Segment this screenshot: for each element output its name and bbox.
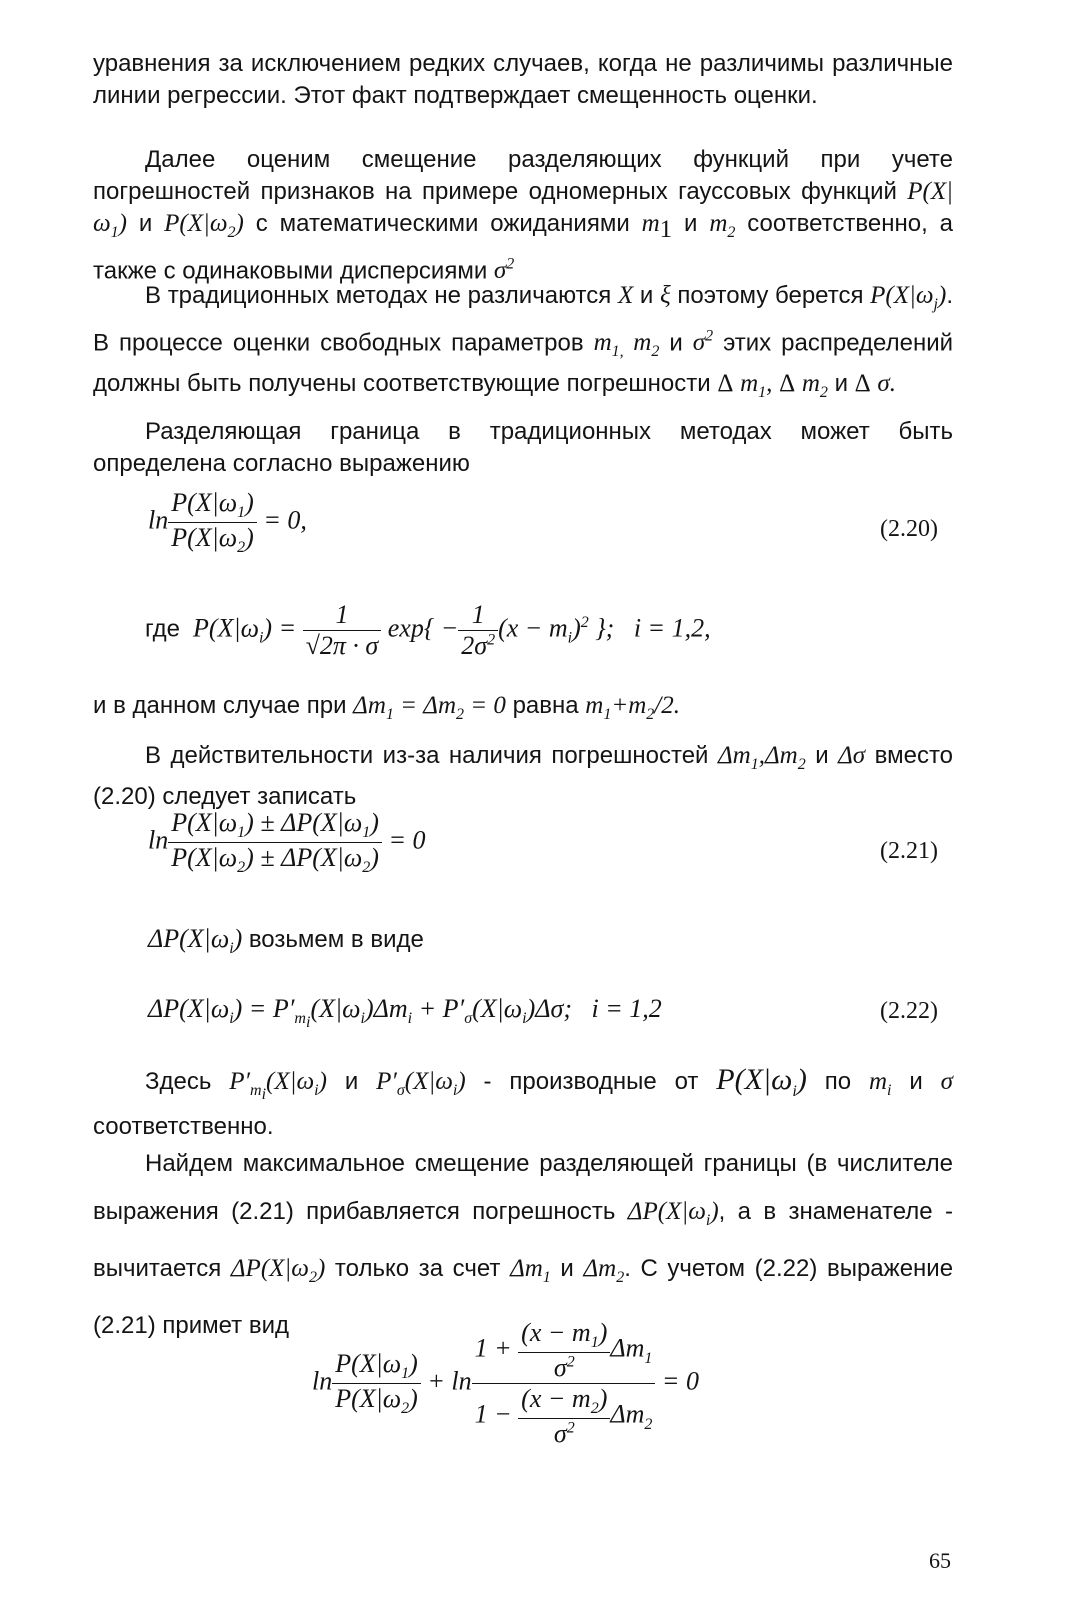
paragraph-6: В действительности из-за наличия погрешностей $\Delta m_1,\Delta m_2$ и Δσ вместо (2.20) следует записать bbox=[93, 742, 954, 810]
equation-gaussian: где $P(X|\omega_i)$ = $\frac{1}{√2\pi \cdot \sigma}$ exp{ − $\frac{1}{2\sigma^2}$ $(x - m_i)^2$ }; i = 1,2, bbox=[145, 600, 711, 660]
equation-final: ln $\frac{P(X|\omega_1)}{P(X|\omega_2)}$ + ln 1 + $\frac{(x - m_1)}{\sigma^2}$ $\Delta m_1$ 1 − $\frac{(x - m_2)}{\sigma^2}$ $\Delta m_2$ = 0 bbox=[312, 1318, 699, 1449]
page-number: 65 bbox=[929, 1548, 951, 1573]
paragraph-5: и в данном случае при $\Delta m_1 = \Delta m_2 = 0$ равна $m_1+m_2/2$. bbox=[93, 692, 680, 723]
equation-2-22: $\Delta P(X|\omega_i) = P'_{m_i}(X|\omega_i)\Delta m_i + P'_\sigma(X|\omega_i)\Delta\sigma$; i = 1,2 bbox=[148, 994, 662, 1032]
paragraph-2: Далее оценим смещение разделяющих функций при учете погрешностей признаков на примере одномерных гауссовых функций $P(X|\omega_1)$ и $P(X|\omega_2)$ с математическими ожиданиями $m_1$ и $m_2$ соответственно, а также с одинаковыми дисперсиями $\sigma^2$ bbox=[93, 146, 953, 285]
delta-p-line: $\Delta P(X|\omega_i)$ возьмем в виде bbox=[148, 924, 424, 958]
paragraph-4: Разделяющая граница в традиционных методах может быть определена согласно выражению bbox=[93, 418, 953, 477]
equation-2-20: ln $\frac{P(X|\omega_1)}{P(X|\omega_2)}$ = 0, bbox=[148, 488, 307, 557]
paragraph-3: В традиционных методах не различаются X и ξ поэтому берется $P(X|\omega_j)$. В процессе оценки свободных параметров $m_{1,}$ $m_2$ и $\sigma^2$ этих распределений должны быть получены соответствующие погрешности Δ $m_1$, Δ $m_2$ и Δ σ. bbox=[93, 282, 954, 402]
equation-2-21: ln $\frac{P(X|\omega_1) \pm \Delta P(X|\omega_1)}{P(X|\omega_2) \pm \Delta P(X|\omega_2)}$ = 0 bbox=[148, 808, 426, 877]
equation-number-2-20: (2.20) bbox=[880, 516, 938, 542]
paragraph-1: уравнения за исключением редких случаев, когда не различимы различные линии регрессии. Этот факт подтверждает смещенность оценки. bbox=[93, 50, 953, 109]
equation-number-2-22: (2.22) bbox=[880, 998, 938, 1024]
equation-number-2-21: (2.21) bbox=[880, 838, 938, 864]
paragraph-8: Здесь $P'_{m_i}(X|\omega_i)$ и $P'_\sigma(X|\omega_i)$ - производные от $P(X|\omega_i)$ по $m_i$ и σ соответственно. bbox=[93, 1063, 953, 1141]
paragraph-9: Найдем максимальное смещение разделяющей границы (в числителе выражения (2.21) прибавляется погрешность $\Delta P(X|\omega_i)$, а в знаменателе - вычитается $\Delta P(X|\omega_2)$ только за счет $\Delta m_1$ и $\Delta m_2$. С учетом (2.22) выражение (2.21) примет вид bbox=[93, 1150, 954, 1339]
